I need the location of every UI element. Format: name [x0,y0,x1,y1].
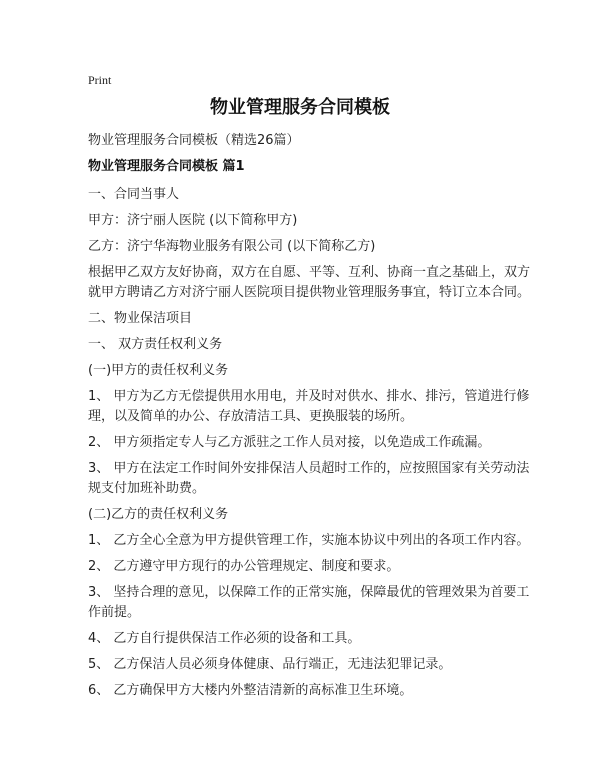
paragraph: 二、物业保洁项目 [88,311,193,326]
print-link[interactable]: Print [88,73,112,87]
paragraph: 乙方：济宁华海物业服务有限公司 (以下简称乙方) [88,239,376,254]
paragraph: 5、 乙方保洁人员必须身体健康、品行端正，无违法犯罪记录。 [88,657,452,672]
document-subtitle: 物业管理服务合同模板（精选26篇） [88,133,300,148]
paragraph: (一)甲方的责任权利义务 [88,363,229,378]
paragraph: 一、 双方责任权利义务 [88,337,223,352]
paragraph: 4、 乙方自行提供保洁工作必须的设备和工具。 [88,631,361,646]
paragraph: 3、 坚持合理的意见，以保障工作的正常实施，保障最优的管理效果为首要工作前提。 [88,585,530,620]
paragraph: (二)乙方的责任权利义务 [88,507,229,522]
paragraph: 1、 乙方全心全意为甲方提供管理工作，实施本协议中列出的各项工作内容。 [88,533,530,548]
paragraph: 甲方：济宁丽人医院 (以下简称甲方) [88,213,298,228]
paragraph: 2、 甲方须指定专人与乙方派驻之工作人员对接，以免造成工作疏漏。 [88,435,491,450]
paragraph: 一、合同当事人 [88,187,180,202]
document-title: 物业管理服务合同模板 [210,97,390,118]
paragraph: 2、 乙方遵守甲方现行的办公管理规定、制度和要求。 [88,559,400,574]
paragraph: 1、 甲方为乙方无偿提供用水用电，并及时对供水、排水、排污，管道进行修理，以及简单的办公、存放清洁工具、更换服装的场所。 [88,389,530,424]
section-heading: 物业管理服务合同模板 篇1 [88,159,245,174]
paragraph: 3、 甲方在法定工作时间外安排保洁人员超时工作的，应按照国家有关劳动法规支付加班补助费。 [88,461,530,496]
paragraph: 6、 乙方确保甲方大楼内外整洁清新的高标准卫生环境。 [88,683,413,698]
paragraph: 根据甲乙双方友好协商，双方在自愿、平等、互利、协商一直之基础上，双方就甲方聘请乙方对济宁丽人医院项目提供物业管理服务事宜，特订立本合同。 [88,265,531,300]
